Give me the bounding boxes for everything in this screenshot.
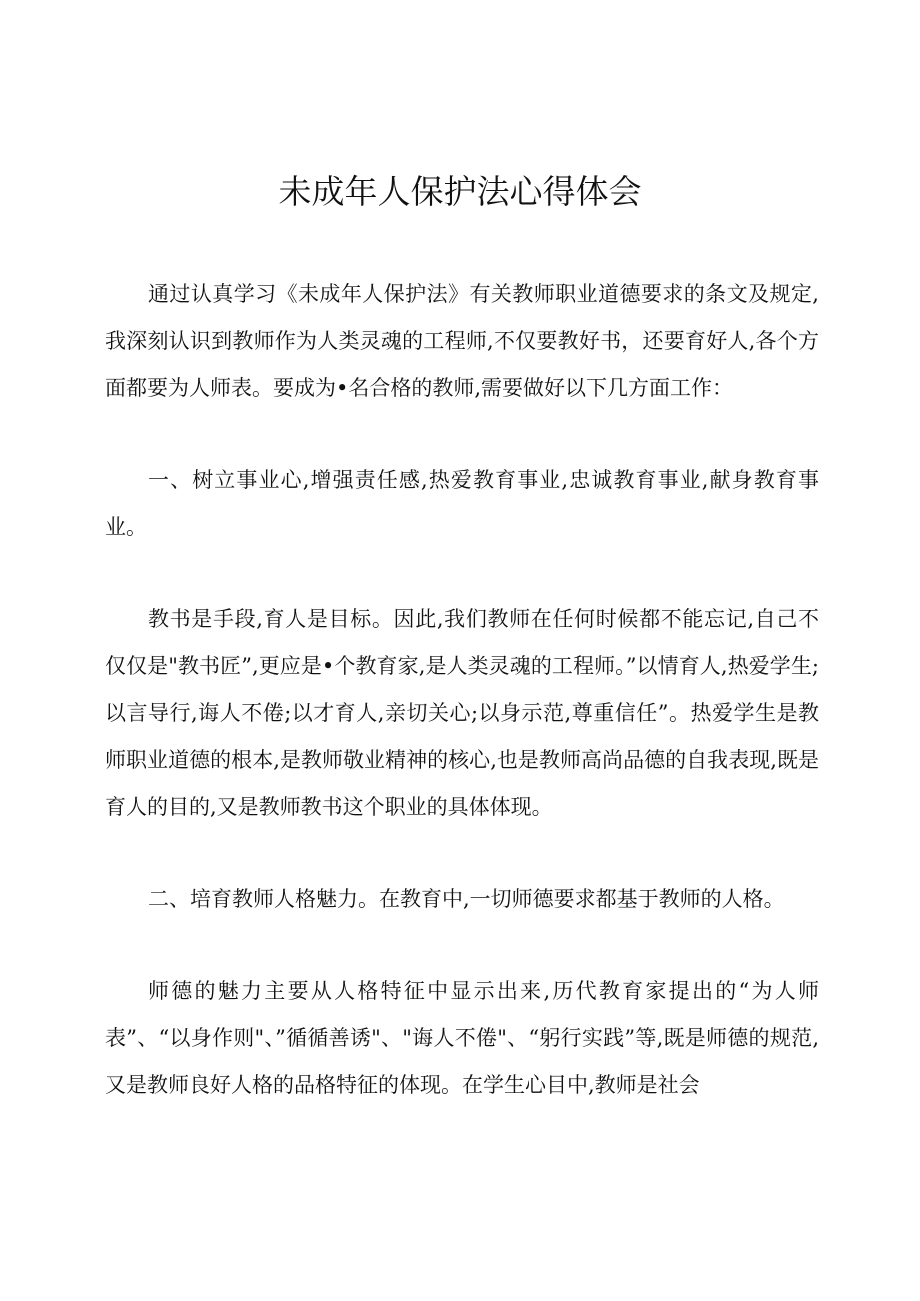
document-body <box>105 271 819 1109</box>
section-heading-two: 二、培育教师人格魅力。在教育中,一切师德要求都基于教师的人格。 <box>148 887 785 911</box>
paragraph-spacer <box>105 831 819 876</box>
paragraph-section-two-body: 师德的魅力主要从人格特征中显示出来,历代教育家提出的“为人师表”、“以身作则"、”循循善诱"、"诲人不倦"、“躬行实践”等,既是师德的规范,又是教师良好人格的品格特征的体现。在学生心目中,教师是社会 <box>105 979 819 1097</box>
paragraph-section-one-body: 教书是手段,育人是目标。因此,我们教师在任何时候都不能忘记,自己不仅仅是"教书匠”,更应是•个教育家,是人类灵魂的工程师。”以情育人,热爱学生;以言导行,诲人不倦;以才育人,亲切关心;以身示范,尊重信任”。热爱学生是教师职业道德的根本,是教师敬业精神的核心,也是教师高尚品德的自我表现,既是育人的目的,又是教师教书这个职业的具体体现。 <box>105 607 819 819</box>
section-heading-one: 一、树立事业心,增强责任感,热爱教育事业,忠诚教育事业,献身教育事业。 <box>105 468 819 539</box>
paragraph-intro: 通过认真学习《未成年人保护法》有关教师职业道德要求的条文及规定,我深刻认识到教师作为人类灵魂的工程师,不仅要教好书，还要育好人,各个方面都要为人师表。要成为•名合格的教师,需要做好以下几方面工作： <box>105 282 819 400</box>
paragraph-spacer <box>105 923 819 968</box>
document-title: 未成年人保护法心得体会 <box>278 172 642 211</box>
paragraph-spacer <box>105 412 819 457</box>
paragraph-spacer <box>105 551 819 596</box>
